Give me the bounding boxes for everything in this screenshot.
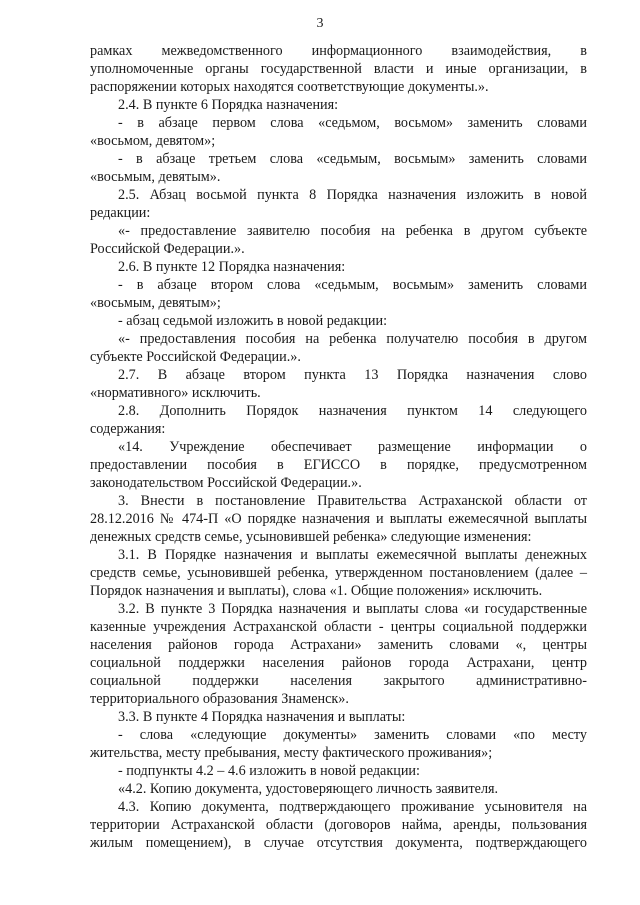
text-line: «восьмом, девятом»; (90, 133, 216, 149)
text-line: социальной поддержки населения районов города Астрахани, центр (90, 655, 587, 671)
text-line: распоряжении которых находятся соответствующие документы.». (90, 79, 489, 95)
text-line: территории Астраханской области (договоров найма, аренды, пользования (90, 817, 587, 833)
text-line: - в абзаце третьем слова «седьмым, восьмым» заменить словами (118, 151, 587, 167)
text-line: уполномоченные органы государственной власти и иные организации, в (90, 61, 587, 77)
text-line: рамках межведомственного информационного взаимодействия, в (90, 43, 587, 59)
text-line: территориального образования Знаменск». (90, 691, 349, 707)
text-line: «14. Учреждение обеспечивает размещение информации о (118, 439, 587, 455)
text-line: содержания: (90, 421, 166, 437)
text-line: «восьмым, девятым»; (90, 295, 221, 311)
text-line: денежных средств семье, усыновившей ребенка» следующие изменения: (90, 529, 532, 545)
text-line: - подпункты 4.2 – 4.6 изложить в новой редакции: (118, 763, 420, 779)
text-line: 2.8. Дополнить Порядок назначения пунктом 14 следующего (118, 403, 587, 419)
text-line: 3.1. В Порядке назначения и выплаты ежемесячной выплаты денежных (118, 547, 587, 563)
document-body (90, 42, 587, 852)
text-line: «4.2. Копию документа, удостоверяющего личность заявителя. (118, 781, 499, 797)
text-line: 3.3. В пункте 4 Порядка назначения и выплаты: (118, 709, 406, 725)
text-line: - абзац седьмой изложить в новой редакции: (118, 313, 388, 329)
text-line: средств семье, усыновившей ребенка, утвержденном постановлением (далее – (90, 565, 587, 581)
text-line: - в абзаце первом слова «седьмом, восьмом» заменить словами (118, 115, 587, 131)
text-line: «восьмым, девятым». (90, 169, 221, 185)
text-line: «нормативного» исключить. (90, 385, 261, 401)
text-line: жительства, месту пребывания, месту фактического проживания»; (90, 745, 493, 761)
text-line: 3. Внести в постановление Правительства Астраханской области от (118, 493, 587, 509)
text-line: социальной поддержки населения закрытого административно- (90, 673, 587, 689)
text-line: законодательством Российской Федерации.». (90, 475, 362, 491)
text-line: - слова «следующие документы» заменить словами «по месту (118, 727, 587, 743)
text-line: «- предоставление заявителю пособия на ребенка в другом субъекте (118, 223, 587, 239)
text-line: 2.6. В пункте 12 Порядка назначения: (118, 259, 346, 275)
text-line: 2.5. Абзац восьмой пункта 8 Порядка назначения изложить в новой (118, 187, 587, 203)
text-line: 2.4. В пункте 6 Порядка назначения: (118, 97, 339, 113)
text-line: населения районов города Астрахани» заменить словами «, центры (90, 637, 587, 653)
text-line: 3.2. В пункте 3 Порядка назначения и выплаты слова «и государственные (118, 601, 587, 617)
text-line: жилым помещением), в случае отсутствия документа, подтверждающего (90, 835, 587, 851)
text-line: - в абзаце втором слова «седьмым, восьмым» заменить словами (118, 277, 587, 293)
text-line: Порядок назначения и выплаты), слова «1. Общие положения» исключить. (90, 583, 543, 599)
text-line: Российской Федерации.». (90, 241, 245, 257)
text-line: субъекте Российской Федерации.». (90, 349, 301, 365)
page-number: 3 (316, 16, 324, 31)
text-line: предоставлении пособия в ЕГИССО в порядке, предусмотренном (90, 457, 587, 473)
text-line: редакции: (90, 205, 151, 221)
text-line: 28.12.2016 № 474-П «О порядке назначения и выплаты ежемесячной выплаты (90, 511, 587, 527)
text-line: казенные учреждения Астраханской области - центры социальной поддержки (90, 619, 587, 635)
text-line: 4.3. Копию документа, подтверждающего проживание усыновителя на (118, 799, 587, 815)
text-line: 2.7. В абзаце втором пункта 13 Порядка назначения слово (118, 367, 587, 383)
text-line: «- предоставления пособия на ребенка получателю пособия в другом (118, 331, 587, 347)
